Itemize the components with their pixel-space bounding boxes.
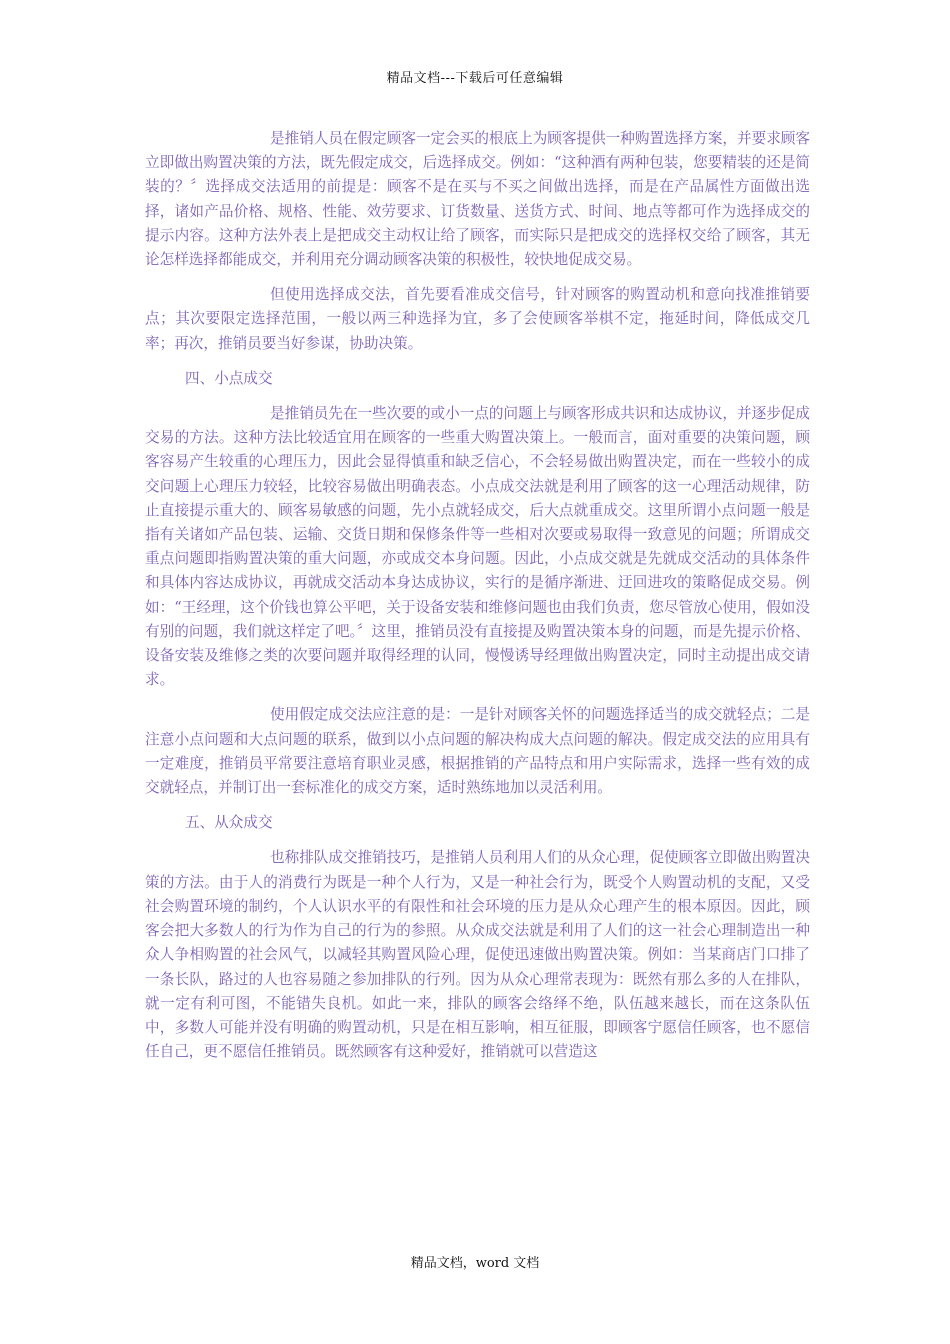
paragraph-choice-close: 是推销人员在假定顾客一定会买的根底上为顾客提供一种购置选择方案，并要求顾客立即做出购置决策的方法，既先假定成交，后选择成交。例如：“这种酒有两种包装，您要精装的还是简装的？〞选择成交法适用的前提是：顾客不是在买与不买之间做出选择，而是在产品属性方面做出选择，诸如产品价格、规格、性能、效劳要求、订货数量、送货方式、时间、地点等都可作为选择成交的提示内容。这种方法外表上是把成交主动权让给了顾客，而实际只是把成交的选择权交给了顾客，其无论怎样选择都能成交，并利用充分调动顾客决策的积极性，较快地促成交易。 [145,130,810,269]
section-heading-herd-close: 五、从众成交 [185,814,273,832]
page-footer: 精品文档，word 文档 [410,1256,540,1271]
section-heading-small-point-close: 四、小点成交 [185,369,273,387]
paragraph-small-point-close-usage: 使用假定成交法应注意的是：一是针对顾客关怀的问题选择适当的成交就轻点；二是注意小点问题和大点问题的联系，做到以小点问题的解决构成大点问题的解决。假定成交法的应用具有一定难度，推销员平常要注意培育职业灵感，根据推销的产品特点和用户实际需求，选择一些有效的成交就轻点，并制订出一套标准化的成交方案，适时熟练地加以灵活利用。 [145,706,810,797]
document-body [145,127,810,1075]
paragraph-small-point-close: 是推销员先在一些次要的或小一点的问题上与顾客形成共识和达成协议，并逐步促成交易的方法。这种方法比较适宜用在顾客的一些重大购置决策上。一般而言，面对重要的决策问题，顾客容易产生较重的心理压力，因此会显得慎重和缺乏信心，不会轻易做出购置决定，而在一些较小的成交问题上心理压力较轻，比较容易做出明确表态。小点成交法就是利用了顾客的这一心理活动规律，防止直接提示重大的、顾客易敏感的问题，先小点就轻成交，后大点就重成交。这里所谓小点问题一般是指有关诸如产品包装、运输、交货日期和保修条件等一些相对次要或易取得一致意见的问题；所谓成交重点问题即指购置决策的重大问题，亦或成交本身问题。因此，小点成交就是先就成交活动的具体条件和具体内容达成协议，再就成交活动本身达成协议，实行的是循序渐进、迂回进攻的策略促成交易。例如：“王经理，这个价钱也算公平吧，关于设备安装和维修问题也由我们负责，您尽管放心使用，假如没有别的问题，我们就这样定了吧。〞这里，推销员没有直接提及购置决策本身的问题，而是先提示价格、设备安装及维修之类的次要问题并取得经理的认同，慢慢诱导经理做出购置决定，同时主动提出成交请求。 [145,405,810,689]
paragraph-choice-close-usage: 但使用选择成交法，首先要看准成交信号，针对顾客的购置动机和意向找准推销要点；其次要限定选择范围，一般以两三种选择为宜，多了会使顾客举棋不定，拖延时间，降低成交几率；再次，推销员要当好参谋，协助决策。 [145,286,810,352]
page-header: 精品文档---下载后可任意编辑 [386,71,564,86]
paragraph-herd-close: 也称排队成交推销技巧，是推销人员利用人们的从众心理，促使顾客立即做出购置决策的方法。由于人的消费行为既是一种个人行为，又是一种社会行为，既受个人购置动机的支配，又受社会购置环境的制约，个人认识水平的有限性和社会环境的压力是从众心理产生的根本原因。因此，顾客会把大多数人的行为作为自己的行为的参照。从众成交法就是利用了人们的这一社会心理制造出一种众人争相购置的社会风气，以减轻其购置风险心理，促使迅速做出购置决策。例如：当某商店门口排了一条长队，路过的人也容易随之参加排队的行列。因为从众心理常表现为：既然有那么多的人在排队，就一定有利可图，不能错失良机。如此一来，排队的顾客会络绎不绝，队伍越来越长，而在这条队伍中，多数人可能并没有明确的购置动机，只是在相互影响，相互征服，即顾客宁愿信任顾客，也不愿信任自己，更不愿信任推销员。既然顾客有这种爱好，推销就可以营造这 [145,849,810,1061]
